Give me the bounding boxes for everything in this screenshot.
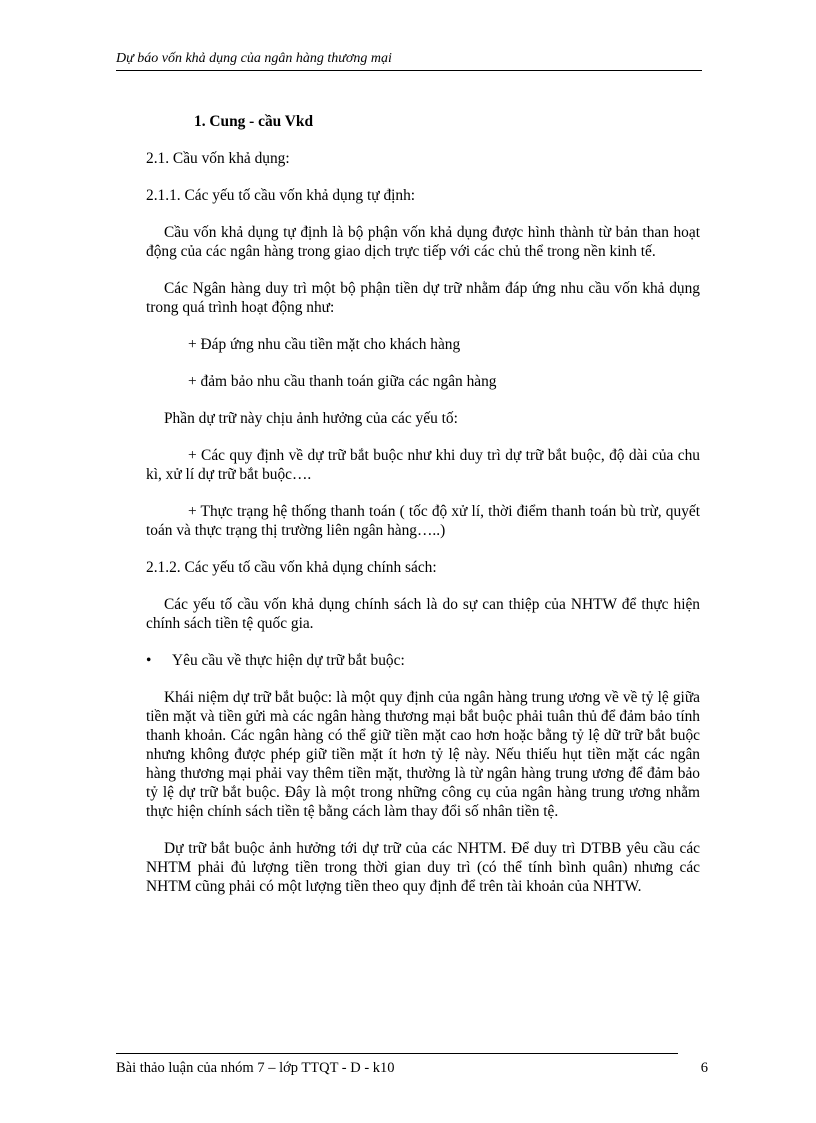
subsubsection-heading: 2.1.1. Các yếu tố cầu vốn khả dụng tự định: [146,187,416,204]
paragraph: Dự trữ bắt buộc ảnh hưởng tới dự trữ của các NHTM. Để duy trì DTBB yêu cầu các NHTM phải đủ lượng tiền trong thời gian duy trì (có thể tính bình quân) nhưng các NHTM cũng phải có một lượng tiền theo quy định để trên tài khoản của NHTW. [146,840,700,895]
bullet-item [146,651,700,670]
footer-text: Bài thảo luận của nhóm 7 – lớp TTQT - D - k10 [116,1060,395,1076]
paragraph: Cầu vốn khả dụng tự định là bộ phận vốn khả dụng được hình thành từ bản than hoạt động của các ngân hàng trong giao dịch trực tiếp với các chủ thể trong nền kinh tế. [146,224,700,260]
page-body [146,112,700,914]
list-item: + đảm bảo nhu cầu thanh toán giữa các ngân hàng [188,373,497,390]
running-footer [116,1060,708,1077]
paragraph: + Các quy định về dự trữ bắt buộc như khi duy trì dự trữ bắt buộc, độ dài của chu kì, xử lí dự trữ bắt buộc…. [146,447,700,483]
running-header: Dự báo vốn khả dụng của ngân hàng thương mại [116,50,702,71]
paragraph: + Thực trạng hệ thống thanh toán ( tốc độ xử lí, thời điểm thanh toán bù trừ, quyết toán và thực trạng thị trường liên ngân hàng…..) [146,503,700,539]
subsection-heading: 2.1. Cầu vốn khả dụng: [146,150,290,167]
paragraph: Phần dự trữ này chịu ảnh hưởng của các yếu tố: [164,410,458,427]
paragraph: Các yếu tố cầu vốn khả dụng chính sách là do sự can thiệp của NHTW để thực hiện chính sách tiền tệ quốc gia. [146,596,700,632]
footer-divider [116,1053,678,1054]
bullet-icon: • [146,652,152,669]
paragraph: Khái niệm dự trữ bắt buộc: là một quy định của ngân hàng trung ương về về tỷ lệ giữa tiền mặt và tiền gửi mà các ngân hàng thương mại bắt buộc phải tuân thủ để đảm bảo tính thanh khoản. Các ngân hàng có thể giữ tiền mặt cao hơn hoặc bằng tỷ lệ dữ trữ bắt buộc nhưng không được phép giữ tiền mặt ít hơn tỷ lệ này. Nếu thiếu hụt tiền mặt các ngân hàng thương mại phải vay thêm tiền mặt, thường là từ ngân hàng trung ương để đảm bảo tỷ lệ dự trữ bắt buộc. Đây là một trong những công cụ của ngân hàng trung ương nhằm thực hiện chính sách tiền tệ bằng cách làm thay đổi số nhân tiền tệ. [146,689,700,820]
section-heading: 1. Cung - cầu Vkd [194,113,314,130]
bullet-text: Yêu cầu về thực hiện dự trữ bắt buộc: [172,652,405,669]
page-number: 6 [700,1060,708,1076]
paragraph: Các Ngân hàng duy trì một bộ phận tiền dự trữ nhằm đáp ứng nhu cầu vốn khả dụng trong quá trình hoạt động như: [146,280,700,316]
subsubsection-heading: 2.1.2. Các yếu tố cầu vốn khả dụng chính sách: [146,559,437,576]
list-item: + Đáp ứng nhu cầu tiền mặt cho khách hàng [188,336,461,353]
